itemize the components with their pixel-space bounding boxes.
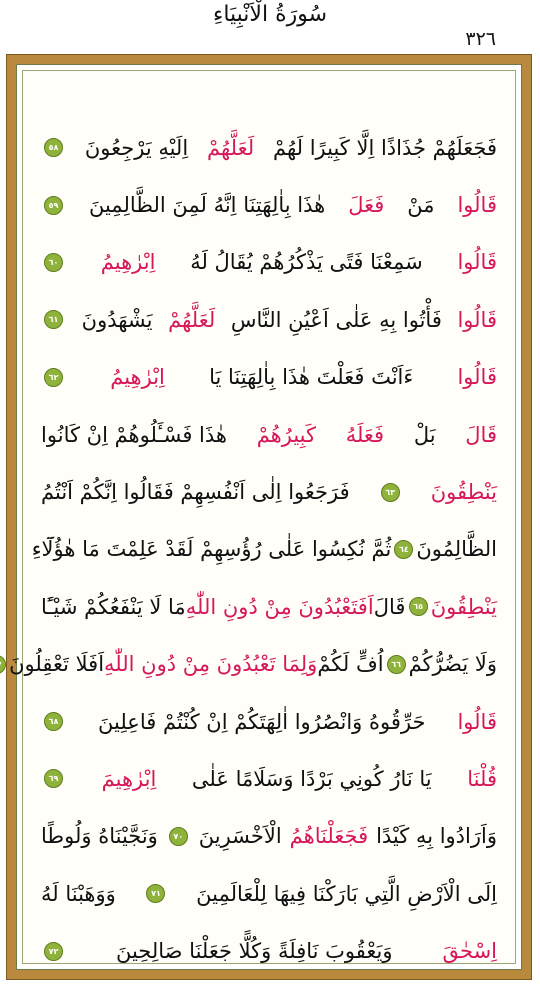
highlighted-word: لَعَلَّهُمْ <box>207 135 255 160</box>
verse-line <box>41 406 497 463</box>
verse-line <box>9 636 497 693</box>
highlighted-word: اِبْرٰهِيمُ <box>100 250 156 275</box>
page-header <box>0 0 540 52</box>
highlighted-word: فَعَلَهُ <box>345 422 385 447</box>
verse-line <box>41 234 497 291</box>
highlighted-word: فَعَلَ <box>348 193 385 218</box>
verse-line <box>41 291 497 348</box>
verse-line <box>41 578 497 635</box>
highlighted-word: لَعَلَّهُمْ <box>168 307 216 332</box>
highlighted-word: اِبْرٰهِيمُ <box>110 365 165 390</box>
verse-text: اَفَلَا تَعْقِلُونَ <box>9 652 105 677</box>
highlighted-word: قَالُوا <box>457 307 497 332</box>
verse-text: هٰذَا فَسْـَٔلُوهُمْ اِنْ كَانُوا <box>41 422 227 447</box>
verse-text: وَنَجَّيْنَاهُ وَلُوطًا <box>41 824 158 849</box>
verse-line <box>41 119 497 176</box>
highlighted-word: يَنْطِقُونَ <box>430 480 497 505</box>
verse-text: هٰذَا بِاٰلِهَتِنَا اِنَّهُ لَمِنَ الظَّالِمِينَ <box>88 193 326 218</box>
highlighted-word: قَالُوا <box>457 193 497 218</box>
verse-text: اُفٍّ لَكُمْ <box>317 652 384 677</box>
verse-lines <box>9 119 497 980</box>
verse-text: يَا نَارُ كُونِي بَرْدًا وَسَلَامًا عَلٰى <box>191 766 432 791</box>
highlighted-word: وَلِمَا تَعْبُدُونَ مِنْ دُونِ اللّٰهِ <box>104 652 318 677</box>
verse-text: قَالَ <box>373 594 406 619</box>
page-number: ٣٢٦ <box>465 28 496 50</box>
highlighted-word: كَبِيرُهُمْ <box>256 422 316 447</box>
highlighted-word: فَجَعَلْنَاهُمُ <box>289 824 369 849</box>
verse-line <box>41 808 497 865</box>
highlighted-word: يَنْطِقُونَ <box>430 594 497 619</box>
ornamental-frame <box>6 54 532 980</box>
verse-line <box>31 521 497 578</box>
ayah-number-marker: ٦٩ <box>44 769 63 788</box>
verse-text: مَا لَا يَنْفَعُكُمْ شَيْـًٔا <box>41 594 186 619</box>
highlighted-word: قَالُوا <box>457 250 497 275</box>
verse-text: بَلْ <box>413 422 436 447</box>
verse-text: سَمِعْنَا فَتًى يَذْكُرُهُمْ يُقَالُ لَهُ <box>190 250 423 275</box>
highlighted-word: اِبْرٰهِيمَ <box>101 766 157 791</box>
verse-line <box>41 349 497 406</box>
ayah-number-marker: ٥٨ <box>44 138 63 157</box>
verse-text: وَوَهَبْنَا لَهُ <box>41 881 116 906</box>
frame-inner-border <box>9 64 522 970</box>
verse-line <box>41 865 497 922</box>
highlighted-word: قَالَ <box>465 422 497 447</box>
verse-line <box>41 176 497 233</box>
verse-line <box>41 693 497 750</box>
verse-text: يَشْهَدُونَ <box>81 307 153 332</box>
verse-line <box>41 922 497 979</box>
verse-text: حَرِّقُوهُ وَانْصُرُوا اٰلِهَتَكُمْ اِنْ كُنْتُمْ فَاعِلِينَ <box>98 709 426 734</box>
ayah-number-marker: ٧١ <box>146 884 165 903</box>
highlighted-word: قُلْنَا <box>467 766 497 791</box>
ayah-number-marker: ٦٤ <box>394 540 413 559</box>
verse-text: فَجَعَلَهُمْ جُذَاذًا اِلَّا كَبِيرًا لَهُمْ <box>272 135 497 160</box>
verse-text: فَأْتُوا بِهِ عَلٰى اَعْيُنِ النَّاسِ <box>230 307 442 332</box>
highlighted-word: اَفَتَعْبُدُونَ مِنْ دُونِ اللّٰهِ <box>185 594 374 619</box>
verse-text: وَلَا يَضُرُّكُمْ <box>408 652 497 677</box>
ayah-number-marker: ٦٢ <box>44 368 63 387</box>
highlighted-word: قَالُوا <box>457 365 497 390</box>
verse-line <box>41 463 497 520</box>
ayah-number-marker: ٥٩ <box>44 196 63 215</box>
verse-text: وَيَعْقُوبَ نَافِلَةً وَكُلًّا جَعَلْنَا صَالِحِينَ <box>115 939 393 964</box>
verse-text: الْاَخْسَرِينَ <box>198 824 282 849</box>
ayah-number-marker: ٦٨ <box>44 712 63 731</box>
verse-text: ءَاَنْتَ فَعَلْتَ هٰذَا بِاٰلِهَتِنَا يَا <box>209 365 414 390</box>
ayah-number-marker <box>0 655 6 674</box>
ayah-number-marker: ٧٠ <box>169 827 188 846</box>
verse-text: فَرَجَعُوا اِلٰى اَنْفُسِهِمْ فَقَالُوا اِنَّكُمْ اَنْتُمُ <box>41 480 350 505</box>
highlighted-word: اِسْحٰقَ <box>442 939 497 964</box>
verse-text: ثُمَّ نُكِسُوا عَلٰى رُؤُسِهِمْ لَقَدْ عَلِمْتَ مَا هٰؤُلَٓاءِ <box>31 537 392 562</box>
surah-title: سُورَةُ الْاَنْبِيَاءِ <box>212 2 328 27</box>
ayah-number-marker: ٧٢ <box>44 942 63 961</box>
verse-text: اِلَى الْاَرْضِ الَّتِي بَارَكْنَا فِيهَا لِلْعَالَمِينَ <box>196 881 497 906</box>
ayah-number-marker: ٦٠ <box>44 253 63 272</box>
highlighted-word: قَالُوا <box>457 709 497 734</box>
ayah-number-marker: ٦٥ <box>409 597 428 616</box>
verse-text: الظَّالِمُونَ <box>416 537 497 562</box>
verse-line <box>41 750 497 807</box>
ayah-number-marker: ٦٦ <box>387 655 406 674</box>
ayah-number-marker: ٦١ <box>44 310 63 329</box>
verse-text: مَنْ <box>407 193 435 218</box>
text-panel <box>9 70 516 964</box>
verse-text: اِلَيْهِ يَرْجِعُونَ <box>84 135 189 160</box>
verse-text: وَاَرَادُوا بِهِ كَيْدًا <box>376 824 497 849</box>
ayah-number-marker: ٦٣ <box>381 483 400 502</box>
